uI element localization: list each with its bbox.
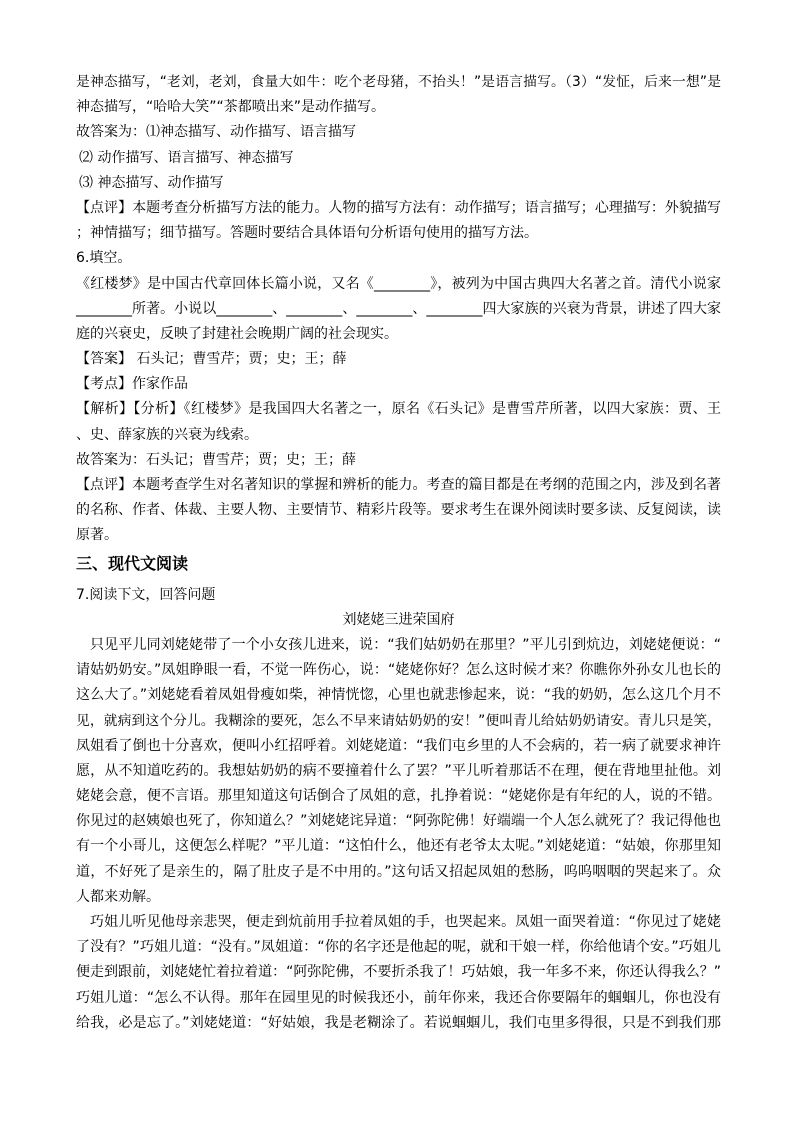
- answer-line: 故答案为：⑴神态描写、动作描写、语言描写: [76, 124, 356, 141]
- paragraph-line: 神态描写，“哈哈大笑”“茶都喷出来”是动作描写。: [76, 99, 386, 116]
- document-page: [76, 70, 721, 1036]
- passage-line: 姥姥会意，便不言语。那里知道这句话倒合了凤姐的意，扎挣着说：“姥姥你是有年纪的人，说的不错。: [76, 788, 721, 805]
- question-line: ________所著。小说以________、________、________、________四大家族的兴衰为背景，讲述了四大家: [76, 300, 721, 317]
- topic-line: 【考点】作家作品: [76, 376, 188, 393]
- comment-line: 的名称、作者、体裁、主要人物、主要情节、精彩片段等。要求考生在课外阅读时要多读、反复阅读，读: [76, 502, 721, 519]
- question-line: 庭的兴衰史，反映了封建社会晚期广阔的社会现实。: [76, 325, 398, 342]
- answer-line: ⑵ 动作描写、语言描写、神态描写: [79, 149, 294, 166]
- passage-line: 巧姐儿听见他母亲悲哭，便走到炕前用手拉着凤姐的手，也哭起来。凤姐一面哭着道：“你见过了姥姥: [90, 914, 721, 930]
- answer-line: 故答案为：石头记；曹雪芹；贾；史；王；薛: [76, 451, 356, 468]
- passage-line: 有一个小哥儿，这便怎么样呢？”平儿道：“这怕什么，他还有老爷太太呢。”刘姥姥道：“姑娘，你那里知: [76, 838, 721, 855]
- answer-line: 【答案】 石头记；曹雪芹；贾；史；王；薛: [76, 351, 347, 368]
- question-heading: 7.阅读下文，回答问题: [76, 586, 216, 603]
- comment-line: ；神情描写；细节描写。答题时要结合具体语句分析语句使用的描写方法。: [76, 225, 538, 242]
- passage-line: 便走到跟前，刘姥姥忙着拉着道：“阿弥陀佛，不要折杀我了！巧姑娘，我一年多不来，你还认得我么？”: [76, 964, 721, 981]
- passage-line: 请姑奶奶安。”凤姐睁眼一看，不觉一阵伤心，说：“姥姥你好？怎么这时候才来？你瞧你外孙女儿也长的: [76, 662, 721, 679]
- passage-line: 了没有？”巧姐儿道：“没有。”凤姐道：“你的名字还是他起的呢，就和干娘一样，你给他请个安。”巧姐儿: [76, 939, 721, 956]
- passage-line: 凤姐看了倒也十分喜欢，便叫小红招呼着。刘姥姥道：“我们屯乡里的人不会病的，若一病了就要求神许: [76, 737, 721, 754]
- passage-line: 人都来劝解。: [76, 888, 160, 905]
- comment-line: 【点评】本题考查分析描写方法的能力。人物的描写方法有：动作描写；语言描写；心理描写：外貌描写: [76, 199, 721, 216]
- answer-line: ⑶ 神态描写、动作描写: [79, 174, 224, 191]
- section-heading: 三、现代文阅读: [76, 553, 189, 573]
- passage-line: 这么大了。”刘姥姥看着凤姐骨瘦如柴，神情恍惚，心里也就悲惨起来，说：“我的奶奶，怎么这几个月不: [76, 687, 721, 704]
- passage-line: 给我，必是忘了。”刘姥姥道：“好姑娘，我是老糊涂了。若说蝈蝈儿，我们屯里多得很，只是不到我们那: [76, 1014, 721, 1031]
- passage-line: 道，不好死了是亲生的，隔了肚皮子是不中用的。”这句话又招起凤姐的愁肠，呜呜咽咽的哭起来了。众: [76, 863, 721, 880]
- comment-line: 【点评】本题考查学生对名著知识的掌握和辨析的能力。考查的篇目都是在考纲的范围之内，涉及到名著: [76, 477, 721, 493]
- passage-line: 见，就病到这个分儿。我糊涂的要死，怎么不早来请姑奶奶的安！”便叫青儿给姑奶奶请安。青儿只是笑，: [76, 712, 721, 729]
- analysis-line: 【解析】【分析】《红楼梦》是我国四大名著之一，原名《石头记》是曹雪芹所著，以四大家族：贾、王: [76, 401, 721, 418]
- comment-line: 原著。: [76, 527, 118, 544]
- passage-title: 刘姥姥三进荣国府: [342, 611, 455, 628]
- question-heading: 6.填空。: [76, 250, 132, 267]
- passage-line: 只见平儿同刘姥姥带了一个小女孩儿进来，说：“我们姑奶奶在那里？”平儿引到炕边，刘姥姥便说：“: [90, 636, 721, 653]
- question-line: 《红楼梦》是中国古代章回体长篇小说，又名《________》，被列为中国古典四大名著之首。清代小说家: [76, 275, 721, 292]
- passage-line: 愿，从不知道吃药的。我想姑奶奶的病不要撞着什么了罢？”平儿听着那话不在理，便在背地里扯他。刘: [76, 762, 721, 779]
- passage-line: 你见过的赵姨娘也死了，你知道么？”刘姥姥诧异道：“阿弥陀佛！好端端一个人怎么就死了？我记得他也: [76, 813, 721, 830]
- analysis-line: 、史、薛家族的兴衰为线索。: [76, 426, 258, 443]
- paragraph-line: 是神态描写，“老刘，老刘，食量大如牛：吃个老母猪，不抬头！”是语言描写。（3）“发怔，后来一想”是: [76, 74, 721, 90]
- passage-line: 巧姐儿道：“怎么不认得。那年在园里见的时候我还小，前年你来，我还合你要隔年的蝈蝈儿，你也没有: [76, 989, 721, 1006]
